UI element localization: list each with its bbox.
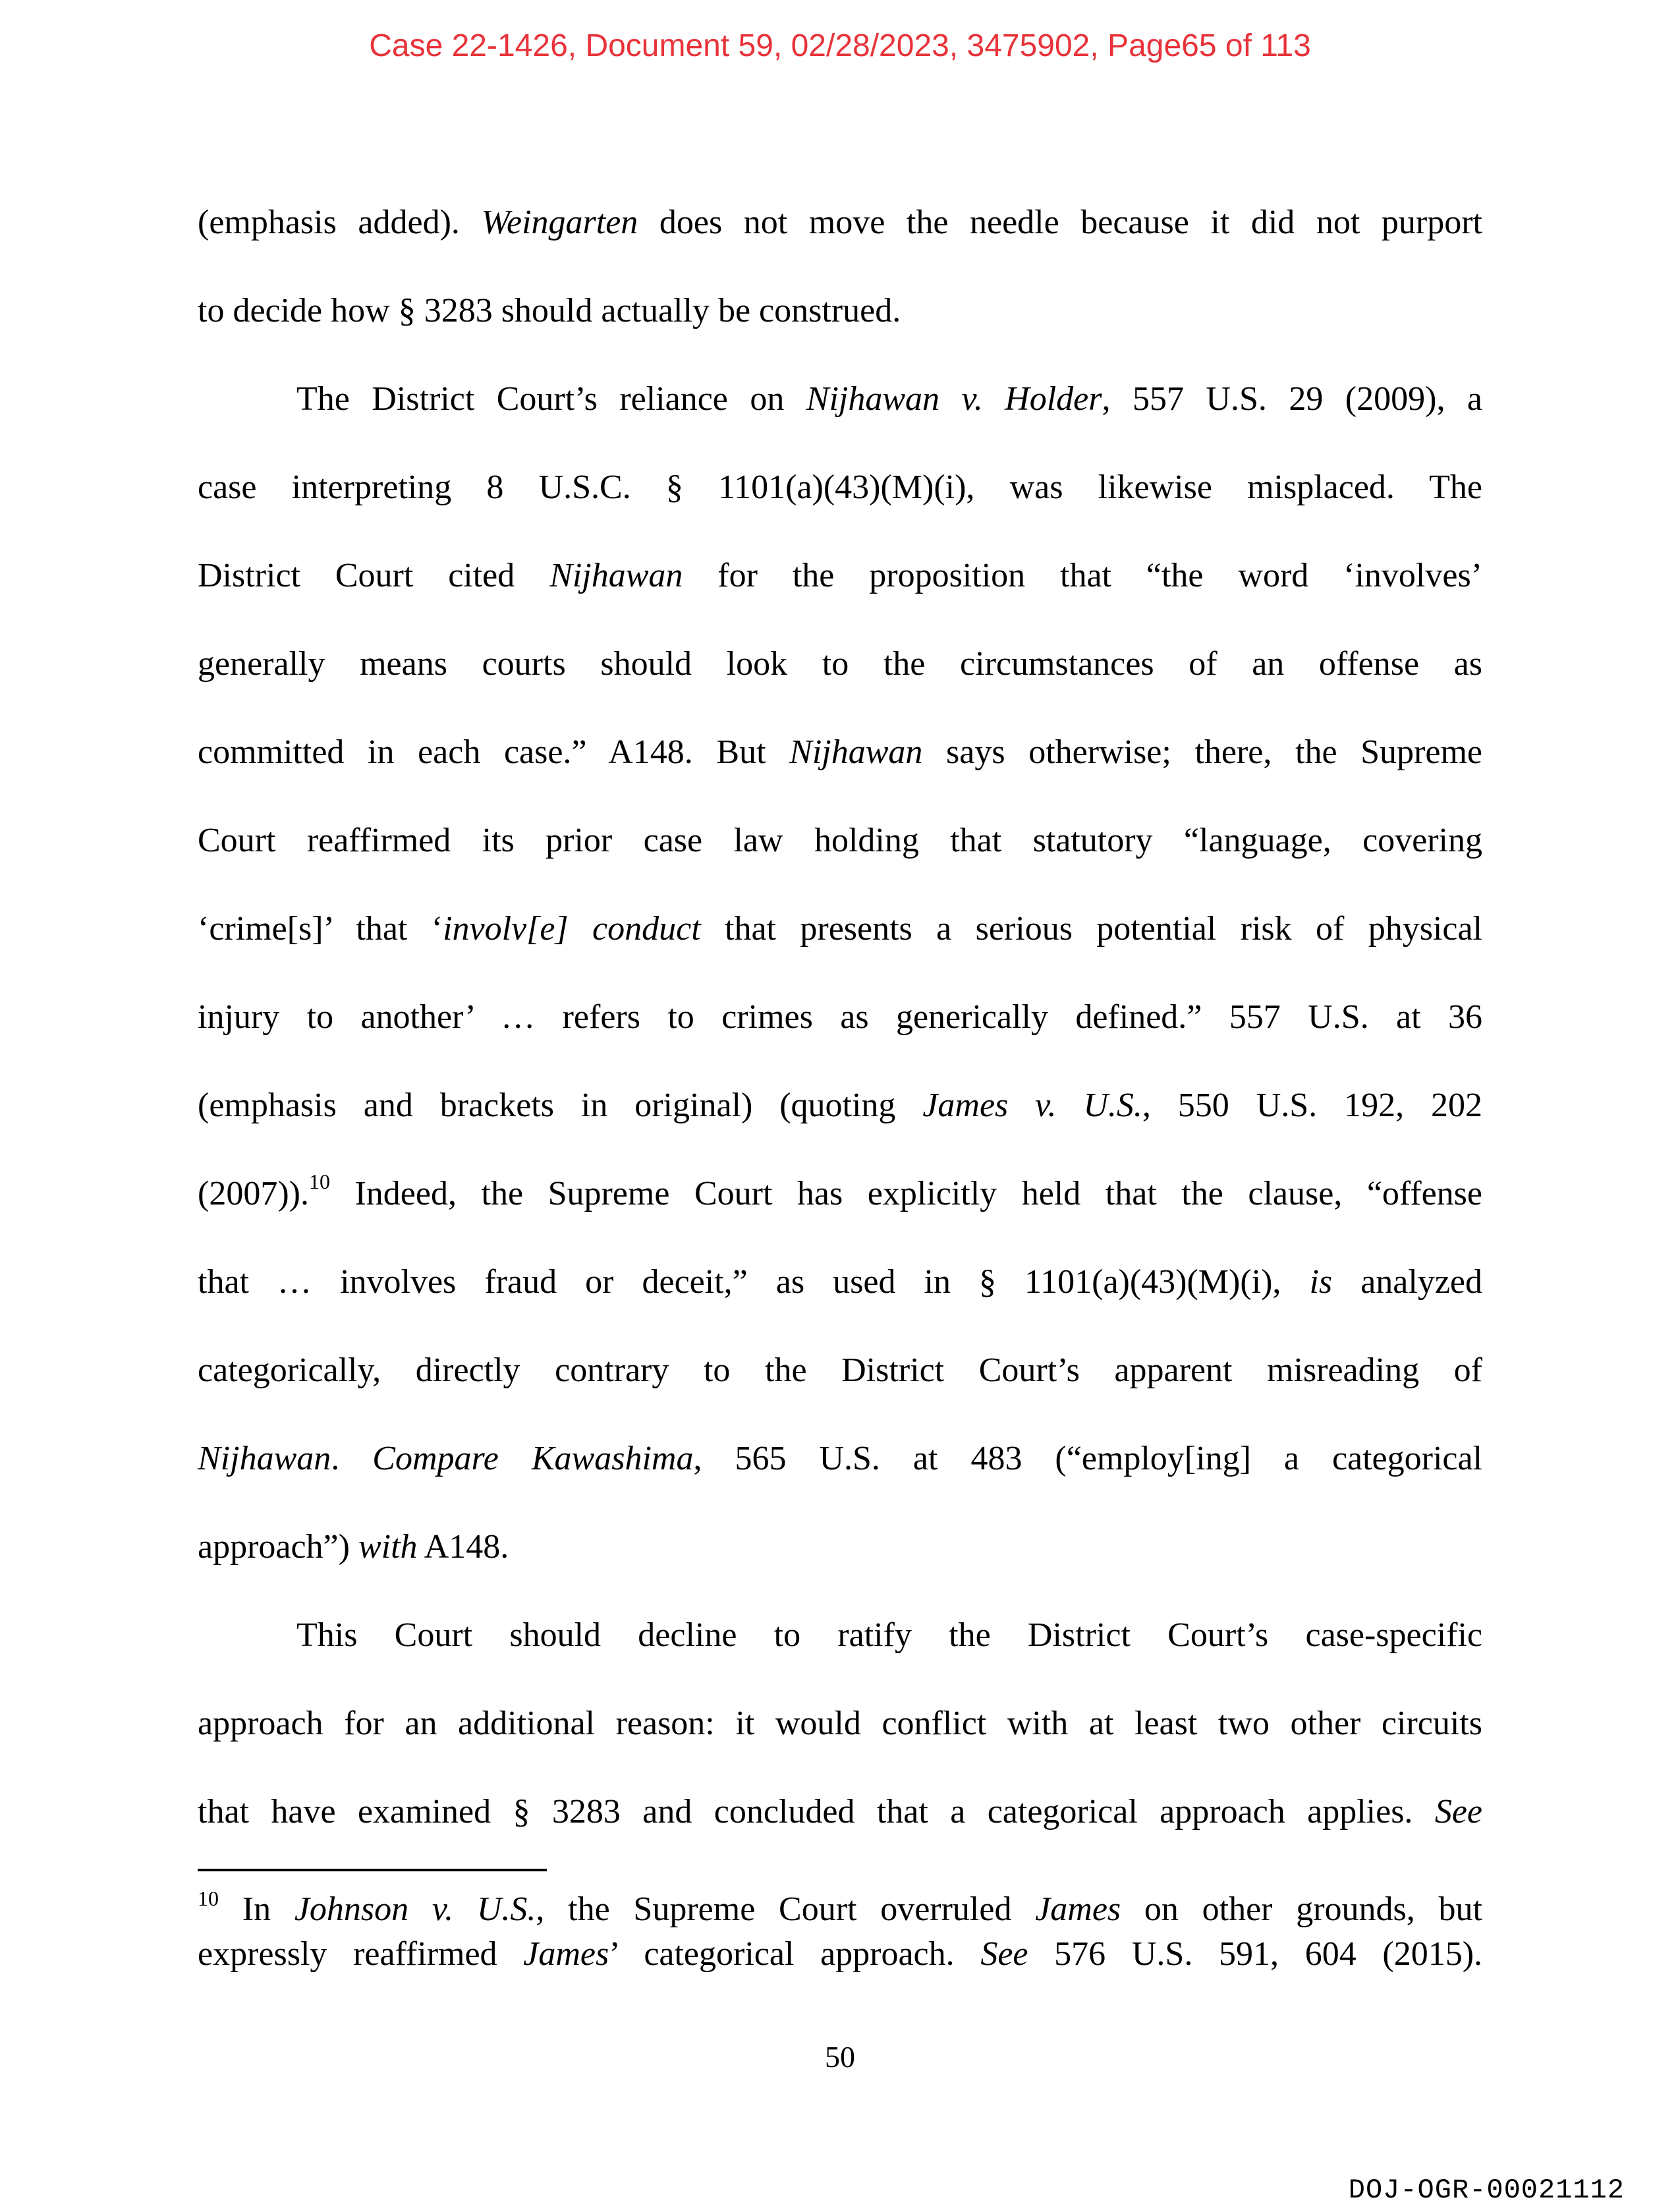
text-run: that presents a serious potential risk of physical (700, 910, 1482, 948)
text-run: approach”) (198, 1528, 358, 1566)
italic-citation: with (358, 1528, 418, 1566)
text-run: , 565 U.S. at 483 (“employ[ing] a categorical (693, 1440, 1483, 1477)
text-line (198, 903, 1482, 991)
text-line (198, 196, 1482, 285)
italic-citation: Nijhawan (789, 733, 923, 771)
text-run: . (331, 1440, 373, 1477)
text-run: (emphasis added). (198, 204, 482, 241)
text-run: case interpreting 8 U.S.C. § 1101(a)(43)(M)(i), was likewise misplaced. The (198, 468, 1482, 506)
text-run: says otherwise; there, the Supreme (922, 733, 1482, 771)
text-run: In (219, 1890, 294, 1928)
italic-citation: Compare Kawashima (372, 1440, 694, 1477)
text-line (198, 814, 1482, 903)
text-run: , 550 U.S. 192, 202 (1142, 1087, 1482, 1124)
text-line (198, 991, 1482, 1079)
text-run: approach for an additional reason: it would conflict with at least two other circuits (198, 1705, 1482, 1742)
text-run: Court reaffirmed its prior case law holding that statutory “language, covering (198, 822, 1482, 859)
text-line (198, 1344, 1482, 1432)
text-line (198, 1521, 1482, 1609)
text-line (198, 1256, 1482, 1344)
text-run: ’ categorical approach. (609, 1935, 981, 1973)
text-run: Indeed, the Supreme Court has explicitly held that the clause, “offense (329, 1175, 1482, 1212)
text-run: (2007)). (198, 1175, 309, 1212)
footnote-marker: 10 (198, 1886, 219, 1910)
footnote-line (198, 1887, 1482, 1932)
text-run: ‘crime[s]’ that ‘ (198, 910, 443, 948)
italic-citation: involv[e] conduct (443, 910, 701, 948)
text-run: to decide how § 3283 should actually be construed. (198, 292, 901, 329)
text-line (198, 461, 1482, 550)
italic-citation: is (1309, 1263, 1333, 1301)
text-line (198, 1079, 1482, 1168)
text-run: , the Supreme Court overruled (536, 1890, 1036, 1928)
page-number: 50 (825, 2040, 855, 2074)
text-line (198, 638, 1482, 726)
footnote-marker: 10 (308, 1170, 330, 1193)
footnote-divider (198, 1869, 547, 1871)
italic-citation: Johnson v. U.S. (294, 1890, 536, 1928)
text-line (198, 550, 1482, 638)
text-line (198, 1168, 1482, 1256)
text-line (198, 1609, 1482, 1697)
case-header-stamp: Case 22-1426, Document 59, 02/28/2023, 3475902, Page65 of 113 (369, 28, 1311, 63)
text-run: , 557 U.S. 29 (2009), a (1102, 380, 1482, 418)
italic-citation: Weingarten (481, 204, 638, 241)
italic-citation: James v. U.S. (922, 1087, 1142, 1124)
text-run: 576 U.S. 591, 604 (2015). (1028, 1935, 1483, 1973)
text-run: A148. (417, 1528, 509, 1566)
bates-number: DOJ-OGR-00021112 (1348, 2174, 1625, 2206)
text-run: (emphasis and brackets in original) (quoting (198, 1087, 923, 1124)
italic-citation: See (1434, 1793, 1482, 1830)
text-run: for the proposition that “the word ‘involves’ (683, 557, 1482, 594)
text-run: expressly reaffirmed (198, 1935, 524, 1973)
italic-citation: James (1035, 1890, 1121, 1928)
text-run: This Court should decline to ratify the District Court’s case-specific (296, 1616, 1482, 1654)
text-line (198, 285, 1482, 373)
italic-citation: Nijhawan v. Holder (806, 380, 1102, 418)
text-run: committed in each case.” A148. But (198, 733, 790, 771)
italic-citation: James (523, 1935, 609, 1973)
text-run: generally means courts should look to the circumstances of an offense as (198, 645, 1482, 683)
text-run: that … involves fraud or deceit,” as used in § 1101(a)(43)(M)(i), (198, 1263, 1310, 1301)
italic-citation: Nijhawan (549, 557, 683, 594)
text-run: does not move the needle because it did not purport (638, 204, 1482, 241)
text-run: The District Court’s reliance on (296, 380, 806, 418)
footnote-line (198, 1932, 1482, 1977)
text-line (198, 726, 1482, 814)
text-line (198, 1697, 1482, 1786)
italic-citation: Nijhawan (198, 1440, 331, 1477)
text-line (198, 1432, 1482, 1521)
text-line (198, 1786, 1482, 1874)
text-run: District Court cited (198, 557, 550, 594)
text-run: analyzed (1332, 1263, 1482, 1301)
brief-body-text (198, 196, 1482, 1874)
text-run: injury to another’ … refers to crimes as generically defined.” 557 U.S. at 36 (198, 998, 1482, 1036)
text-run: that have examined § 3283 and concluded that a categorical approach applies. (198, 1793, 1435, 1830)
text-line (198, 373, 1482, 461)
text-run: categorically, directly contrary to the District Court’s apparent misreading of (198, 1351, 1482, 1389)
text-run: on other grounds, but (1121, 1890, 1482, 1928)
footnote-section (198, 1887, 1482, 1977)
italic-citation: See (980, 1935, 1028, 1973)
